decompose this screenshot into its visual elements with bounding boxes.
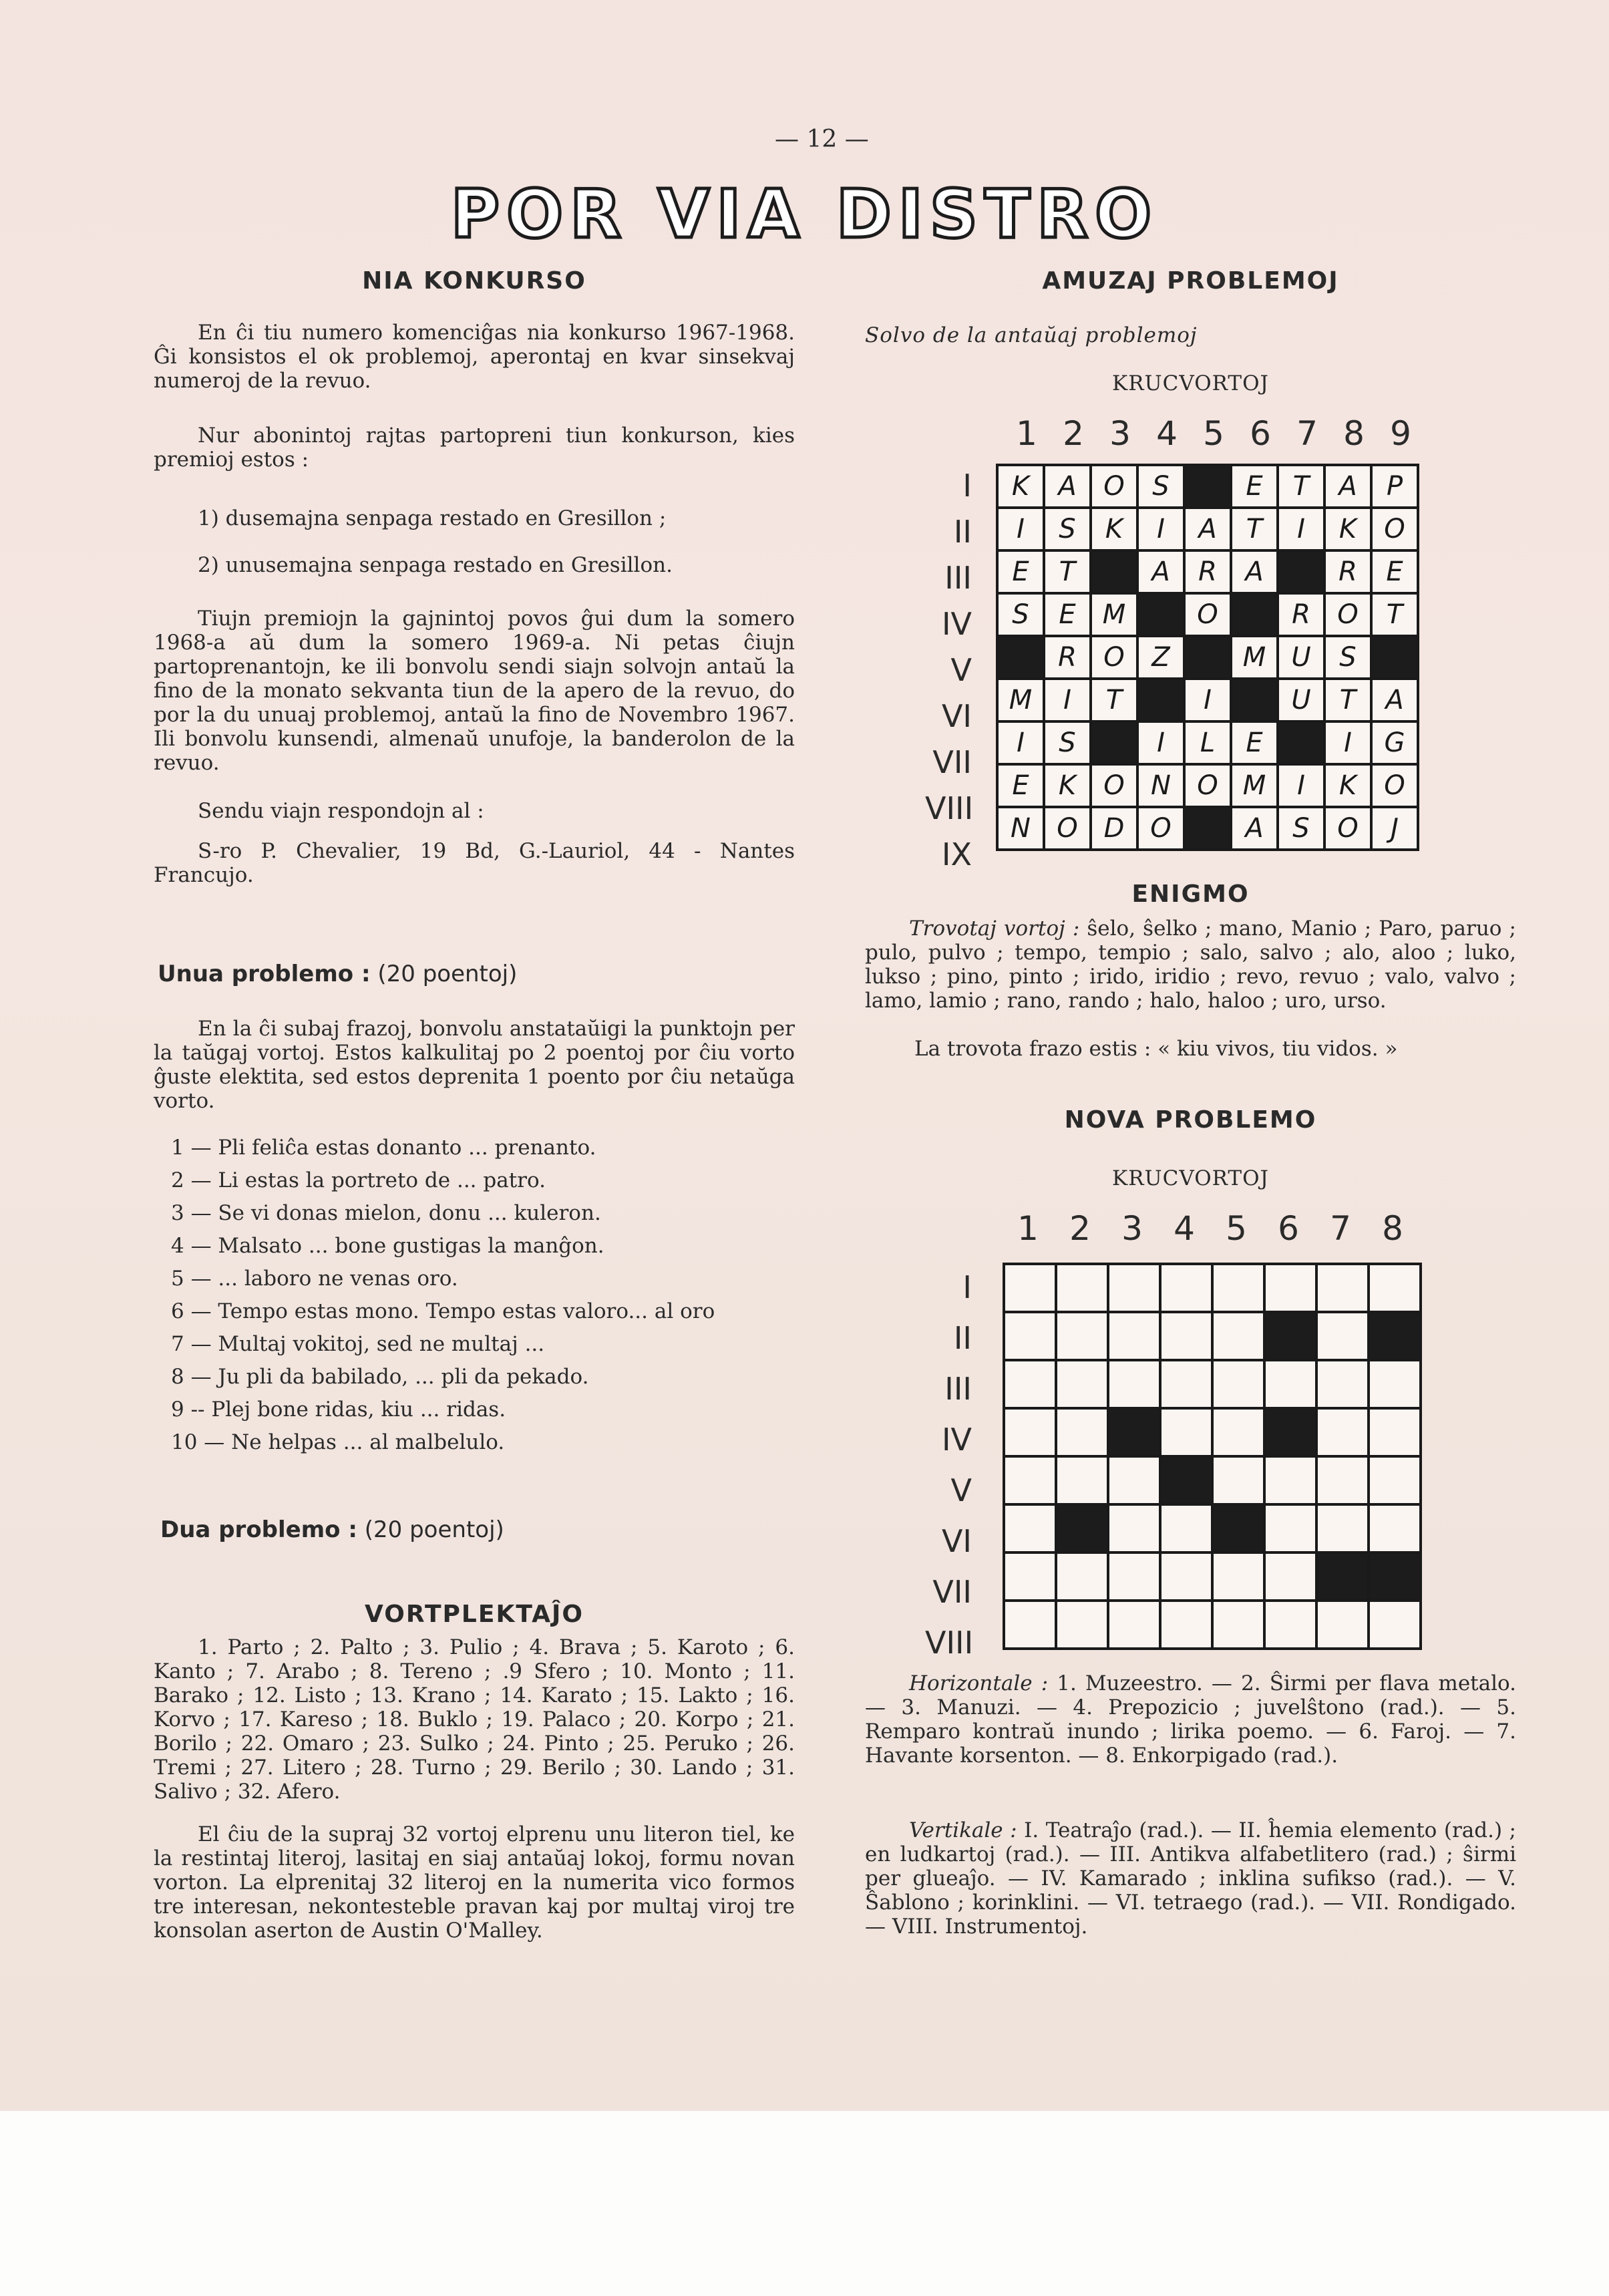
empty-cell[interactable] bbox=[1160, 1504, 1212, 1552]
black-cell bbox=[1264, 1408, 1316, 1456]
subscribers-paragraph: Nur abonintoj rajtas partopreni tiun konkurson, kies premioj estos : bbox=[154, 424, 795, 472]
crossword-solution-grid bbox=[996, 464, 1419, 851]
empty-cell[interactable] bbox=[1160, 1312, 1212, 1360]
letter-cell: S bbox=[1044, 721, 1091, 764]
column-number: 3 bbox=[1121, 1209, 1143, 1248]
row-number: VII bbox=[932, 744, 972, 780]
vortplektajo-heading: VORTPLEKTAĴO bbox=[365, 1601, 584, 1628]
grid-row bbox=[997, 636, 1418, 679]
empty-cell[interactable] bbox=[1160, 1552, 1212, 1601]
problem-1-text: En la ĉi subaj frazoj, bonvolu anstataŭigi la punktojn per la taŭgaj vortoj. Estos kalkulitaj po 2 poentoj por ĉiu vorto ĝuste elektita, sed estos deprenita 1 poento por ĉiu netaŭga vorto. bbox=[154, 1017, 795, 1113]
sentence-item: 10 — Ne helpas ... al malbelulo. bbox=[171, 1430, 505, 1454]
grid-row bbox=[1004, 1601, 1421, 1649]
letter-cell: I bbox=[1278, 764, 1324, 807]
black-cell bbox=[997, 636, 1044, 679]
column-number: 5 bbox=[1203, 414, 1224, 453]
row-number: VIII bbox=[925, 1625, 974, 1661]
row-number: VI bbox=[941, 1523, 972, 1559]
letter-cell: K bbox=[997, 465, 1044, 508]
empty-cell[interactable] bbox=[1004, 1360, 1056, 1408]
column-number: 4 bbox=[1174, 1209, 1195, 1248]
black-cell bbox=[1278, 550, 1324, 593]
empty-cell[interactable] bbox=[1212, 1360, 1264, 1408]
sentence-item: 9 -- Plej bone ridas, kiu ... ridas. bbox=[171, 1398, 506, 1422]
letter-cell: K bbox=[1324, 508, 1371, 550]
empty-cell[interactable] bbox=[1004, 1408, 1056, 1456]
black-cell bbox=[1184, 636, 1231, 679]
trovotaj-paragraph bbox=[865, 917, 1516, 1013]
empty-cell[interactable] bbox=[1056, 1601, 1108, 1649]
column-number: 6 bbox=[1250, 414, 1271, 453]
black-cell bbox=[1091, 550, 1137, 593]
letter-cell: O bbox=[1091, 636, 1137, 679]
grid-row bbox=[997, 508, 1418, 550]
letter-cell: R bbox=[1278, 593, 1324, 636]
empty-cell[interactable] bbox=[1160, 1601, 1212, 1649]
empty-cell[interactable] bbox=[1108, 1312, 1160, 1360]
black-cell bbox=[1371, 636, 1418, 679]
horizontale-text: 1. Muzeestro. — 2. Ŝirmi per flava metalo. — 3. Manuzi. — 4. Prepozicio ; juvelŝtono (rad.). — 5. Remparo kontraŭ inundo ; lirika poemo. — 6. Faroj. — 7. Havante korsenton. — 8. Enkorpigado (rad.). bbox=[865, 1671, 1516, 1768]
empty-cell[interactable] bbox=[1056, 1408, 1108, 1456]
sentence-item: 7 — Multaj vokitoj, sed ne multaj ... bbox=[171, 1332, 545, 1356]
empty-cell[interactable] bbox=[1056, 1312, 1108, 1360]
vertikale-paragraph bbox=[865, 1818, 1516, 1939]
column-number: 6 bbox=[1278, 1209, 1299, 1248]
row-number: IV bbox=[941, 1422, 972, 1458]
letter-cell: S bbox=[1324, 636, 1371, 679]
rules-paragraph: Tiujn premiojn la gajnintoj povos ĝui dum la somero 1968-a aŭ dum la somero 1969-a. Ni petas ĉiujn partoprenantojn, ke ili bonvolu sendi siajn solvojn antaŭ la fino de la monato sekvanta tiun de la apero de la revuo, do por la du unuaj problemoj, antaŭ la fino de Novembro 1967. Ili bonvolu kunsendi, almenaŭ unufoje, la banderolon de la revuo. bbox=[154, 607, 795, 775]
black-cell bbox=[1108, 1408, 1160, 1456]
problem-1-label: Unua problemo : bbox=[158, 961, 371, 987]
grid-row bbox=[997, 550, 1418, 593]
empty-cell[interactable] bbox=[1004, 1601, 1056, 1649]
empty-cell[interactable] bbox=[1108, 1504, 1160, 1552]
black-cell bbox=[1184, 807, 1231, 850]
letter-cell: G bbox=[1371, 721, 1418, 764]
letter-cell: O bbox=[1137, 807, 1184, 850]
empty-cell[interactable] bbox=[1212, 1264, 1264, 1312]
letter-cell: A bbox=[1184, 508, 1231, 550]
letter-cell: R bbox=[1044, 636, 1091, 679]
letter-cell: S bbox=[1137, 465, 1184, 508]
grid-row bbox=[1004, 1408, 1421, 1456]
empty-cell[interactable] bbox=[1108, 1601, 1160, 1649]
vortplektajo-list: 1. Parto ; 2. Palto ; 3. Pulio ; 4. Brava ; 5. Karoto ; 6. Kanto ; 7. Arabo ; 8. Tereno ; .9 Sfero ; 10. Monto ; 11. Barako ; 12. Listo ; 13. Krano ; 14. Karato ; 15. Lakto ; 16. Korvo ; 17. Kareso ; 18. Buklo ; 19. Palaco ; 20. Korpo ; 21. Borilo ; 22. Omaro ; 23. Sulko ; 24. Pinto ; 25. Peruko ; 26. Tremi ; 27. Litero ; 28. Turno ; 29. Berilo ; 30. Lando ; 31. Salivo ; 32. Afero. bbox=[154, 1635, 795, 1804]
letter-cell: I bbox=[1137, 508, 1184, 550]
letter-cell: O bbox=[1091, 764, 1137, 807]
krucvortoj-caption-2: KRUCVORTOJ bbox=[1112, 1166, 1269, 1190]
row-number: V bbox=[950, 1472, 972, 1508]
black-cell bbox=[1137, 679, 1184, 721]
grid-row bbox=[1004, 1264, 1421, 1312]
grid-row bbox=[1004, 1312, 1421, 1360]
letter-cell: O bbox=[1371, 764, 1418, 807]
letter-cell: O bbox=[1324, 807, 1371, 850]
letter-cell: M bbox=[1091, 593, 1137, 636]
letter-cell: O bbox=[1371, 508, 1418, 550]
empty-cell[interactable] bbox=[1316, 1360, 1369, 1408]
send-line: Sendu viajn respondojn al : bbox=[198, 799, 484, 823]
empty-cell[interactable] bbox=[1316, 1408, 1369, 1456]
amuzaj-problemoj-heading: AMUZAJ PROBLEMOJ bbox=[1042, 267, 1339, 295]
letter-cell: O bbox=[1184, 593, 1231, 636]
page-number: — 12 — bbox=[775, 126, 869, 153]
letter-cell: T bbox=[1324, 679, 1371, 721]
new-crossword-grid bbox=[1003, 1263, 1422, 1650]
row-number: I bbox=[962, 1269, 972, 1305]
prize-1: 1) dusemajna senpaga restado en Gresillon ; bbox=[198, 506, 667, 530]
empty-cell[interactable] bbox=[1212, 1601, 1264, 1649]
empty-cell[interactable] bbox=[1316, 1601, 1369, 1649]
column-number: 8 bbox=[1382, 1209, 1403, 1248]
enigmo-heading: ENIGMO bbox=[1131, 880, 1250, 908]
empty-cell[interactable] bbox=[1160, 1264, 1212, 1312]
grid-row bbox=[997, 764, 1418, 807]
letter-cell: N bbox=[1137, 764, 1184, 807]
empty-cell[interactable] bbox=[1056, 1360, 1108, 1408]
column-number: 5 bbox=[1226, 1209, 1247, 1248]
letter-cell: A bbox=[1044, 465, 1091, 508]
column-number: 1 bbox=[1017, 1209, 1039, 1248]
empty-cell[interactable] bbox=[1264, 1552, 1316, 1601]
letter-cell: E bbox=[1371, 550, 1418, 593]
letter-cell: R bbox=[1324, 550, 1371, 593]
letter-cell: A bbox=[1137, 550, 1184, 593]
letter-cell: U bbox=[1278, 636, 1324, 679]
column-number: 7 bbox=[1330, 1209, 1351, 1248]
letter-cell: K bbox=[1091, 508, 1137, 550]
sentence-item: 1 — Pli feliĉa estas donanto ... prenanto. bbox=[171, 1136, 596, 1160]
empty-cell[interactable] bbox=[1004, 1552, 1056, 1601]
empty-cell[interactable] bbox=[1160, 1408, 1212, 1456]
letter-cell: I bbox=[1137, 721, 1184, 764]
grid-row bbox=[1004, 1456, 1421, 1504]
letter-cell: T bbox=[1231, 508, 1278, 550]
problem-2-title bbox=[160, 1516, 504, 1543]
letter-cell: O bbox=[1091, 465, 1137, 508]
problem-1-title bbox=[158, 961, 517, 987]
letter-cell: M bbox=[1231, 764, 1278, 807]
left-column bbox=[154, 0, 795, 2071]
black-cell bbox=[1278, 721, 1324, 764]
grid-row bbox=[1004, 1360, 1421, 1408]
letter-cell: Z bbox=[1137, 636, 1184, 679]
black-cell bbox=[1316, 1552, 1369, 1601]
black-cell bbox=[1056, 1504, 1108, 1552]
letter-cell: I bbox=[1324, 721, 1371, 764]
empty-cell[interactable] bbox=[1108, 1456, 1160, 1504]
sentence-item: 3 — Se vi donas mielon, donu ... kuleron. bbox=[171, 1201, 601, 1225]
krucvortoj-caption-1: KRUCVORTOJ bbox=[1112, 371, 1269, 395]
grid-row bbox=[997, 807, 1418, 850]
letter-cell: S bbox=[1278, 807, 1324, 850]
empty-cell[interactable] bbox=[1264, 1264, 1316, 1312]
row-number: III bbox=[944, 1371, 972, 1407]
letter-cell: O bbox=[1184, 764, 1231, 807]
empty-cell[interactable] bbox=[1108, 1360, 1160, 1408]
horizontale-paragraph bbox=[865, 1671, 1516, 1768]
row-number: I bbox=[962, 468, 972, 504]
empty-cell[interactable] bbox=[1369, 1264, 1421, 1312]
trovotaj-text: ŝelo, ŝelko ; mano, Manio ; Paro, paruo ; pulo, pulvo ; tempo, tempio ; salo, salvo ; alo, aloo ; luko, lukso ; pino, pinto ; irido, iridio ; revo, revuo ; valo, valvo ; lamo, lamio ; rano, rando ; halo, haloo ; uro, urso. bbox=[865, 917, 1516, 1013]
empty-cell[interactable] bbox=[1264, 1360, 1316, 1408]
address-paragraph: S-ro P. Chevalier, 19 Bd, G.-Lauriol, 44 - Nantes Francujo. bbox=[154, 839, 795, 887]
sentence-item: 2 — Li estas la portreto de ... patro. bbox=[171, 1168, 546, 1192]
letter-cell: O bbox=[1044, 807, 1091, 850]
column-number: 3 bbox=[1109, 414, 1131, 453]
intro-paragraph: En ĉi tiu numero komenciĝas nia konkurso 1967-1968. Ĝi konsistos el ok problemoj, aperontaj en kvar sinsekvaj numeroj de la revuo. bbox=[154, 321, 795, 393]
letter-cell: O bbox=[1324, 593, 1371, 636]
row-number: VI bbox=[941, 698, 972, 734]
row-number: III bbox=[944, 560, 972, 596]
letter-cell: I bbox=[1184, 679, 1231, 721]
letter-cell: I bbox=[1278, 508, 1324, 550]
grid-row bbox=[1004, 1552, 1421, 1601]
letter-cell: P bbox=[1371, 465, 1418, 508]
letter-cell: T bbox=[1278, 465, 1324, 508]
row-number: IV bbox=[941, 606, 972, 642]
empty-cell[interactable] bbox=[1212, 1408, 1264, 1456]
page-title: POR VIA DISTRO bbox=[450, 175, 1159, 253]
grid-row bbox=[997, 721, 1418, 764]
letter-cell: D bbox=[1091, 807, 1137, 850]
nova-problemo-heading: NOVA PROBLEMO bbox=[1064, 1106, 1317, 1134]
vortplektajo-instructions: El ĉiu de la supraj 32 vortoj elprenu unu literon tiel, ke la restintaj literoj, lasitaj en siaj antaŭaj lokoj, formu novan vorton. La elprenitaj 32 literoj en la numerita vico formos tre interesan, nekontesteble pravan kaj por multaj viroj tre konsolan aserton de Austin O'Malley. bbox=[154, 1822, 795, 1943]
letter-cell: L bbox=[1184, 721, 1231, 764]
solvo-caption: Solvo de la antaŭaj problemoj bbox=[865, 323, 1198, 347]
empty-cell[interactable] bbox=[1369, 1408, 1421, 1456]
grid-row bbox=[997, 679, 1418, 721]
letter-cell: M bbox=[1231, 636, 1278, 679]
trovotaj-label: Trovotaj vortoj : bbox=[909, 917, 1080, 941]
letter-cell: K bbox=[1044, 764, 1091, 807]
empty-cell[interactable] bbox=[1264, 1504, 1316, 1552]
grid-row bbox=[997, 465, 1418, 508]
letter-cell: N bbox=[997, 807, 1044, 850]
black-cell bbox=[1212, 1504, 1264, 1552]
letter-cell: J bbox=[1371, 807, 1418, 850]
letter-cell: S bbox=[1044, 508, 1091, 550]
letter-cell: T bbox=[1371, 593, 1418, 636]
letter-cell: E bbox=[997, 764, 1044, 807]
letter-cell: A bbox=[1231, 807, 1278, 850]
black-cell bbox=[1369, 1552, 1421, 1601]
letter-cell: U bbox=[1278, 679, 1324, 721]
row-number: VIII bbox=[925, 790, 974, 826]
sentence-item: 4 — Malsato ... bone gustigas la manĝon. bbox=[171, 1234, 604, 1258]
letter-cell: I bbox=[997, 721, 1044, 764]
grid-row bbox=[1004, 1504, 1421, 1552]
empty-cell[interactable] bbox=[1004, 1312, 1056, 1360]
empty-cell[interactable] bbox=[1108, 1552, 1160, 1601]
letter-cell: A bbox=[1231, 550, 1278, 593]
black-cell bbox=[1137, 593, 1184, 636]
letter-cell: E bbox=[1044, 593, 1091, 636]
column-number: 1 bbox=[1016, 414, 1037, 453]
letter-cell: E bbox=[1231, 721, 1278, 764]
row-number: V bbox=[950, 652, 972, 688]
trovota-frazo: La trovota frazo estis : « kiu vivos, tiu vidos. » bbox=[914, 1037, 1398, 1061]
letter-cell: E bbox=[997, 550, 1044, 593]
row-number: IX bbox=[941, 836, 972, 872]
letter-cell: T bbox=[1091, 679, 1137, 721]
empty-cell[interactable] bbox=[1212, 1456, 1264, 1504]
empty-cell[interactable] bbox=[1212, 1552, 1264, 1601]
empty-cell[interactable] bbox=[1369, 1504, 1421, 1552]
column-number: 2 bbox=[1069, 1209, 1091, 1248]
black-cell bbox=[1369, 1312, 1421, 1360]
sentence-item: 8 — Ju pli da babilado, ... pli da pekado. bbox=[171, 1365, 589, 1389]
nia-konkurso-heading: NIA KONKURSO bbox=[362, 267, 586, 295]
black-cell bbox=[1231, 679, 1278, 721]
letter-cell: S bbox=[997, 593, 1044, 636]
empty-cell[interactable] bbox=[1004, 1504, 1056, 1552]
letter-cell: M bbox=[997, 679, 1044, 721]
sentence-item: 5 — ... laboro ne venas oro. bbox=[171, 1267, 458, 1291]
empty-cell[interactable] bbox=[1316, 1312, 1369, 1360]
empty-cell[interactable] bbox=[1004, 1456, 1056, 1504]
black-cell bbox=[1091, 721, 1137, 764]
letter-cell: A bbox=[1371, 679, 1418, 721]
empty-cell[interactable] bbox=[1108, 1264, 1160, 1312]
row-number: II bbox=[953, 1320, 972, 1356]
column-number: 2 bbox=[1063, 414, 1084, 453]
problem-2-points: (20 poentoj) bbox=[364, 1516, 504, 1543]
empty-cell[interactable] bbox=[1369, 1601, 1421, 1649]
empty-cell[interactable] bbox=[1056, 1552, 1108, 1601]
column-number: 9 bbox=[1390, 414, 1411, 453]
column-number: 4 bbox=[1156, 414, 1178, 453]
empty-cell[interactable] bbox=[1316, 1456, 1369, 1504]
letter-cell: R bbox=[1184, 550, 1231, 593]
scan-margin bbox=[0, 2111, 1609, 2296]
empty-cell[interactable] bbox=[1160, 1360, 1212, 1408]
grid-row bbox=[997, 593, 1418, 636]
empty-cell[interactable] bbox=[1264, 1456, 1316, 1504]
vertikale-text: I. Teatraĵo (rad.). — II. ĥemia elemento (rad.) ; en ludkartoj (rad.). — III. Antikva alfabetlitero (rad.) ; ŝirmi per glueaĵo. — IV. Kamarado ; inklina sufikso (rad.). — V. Ŝablono ; korinklini. — VI. tetraego (rad.). — VII. Rondigado. — VIII. Instrumentoj. bbox=[865, 1818, 1516, 1939]
prize-2: 2) unusemajna senpaga restado en Gresillon. bbox=[198, 553, 673, 577]
empty-cell[interactable] bbox=[1369, 1456, 1421, 1504]
letter-cell: I bbox=[1044, 679, 1091, 721]
problem-2-label: Dua problemo : bbox=[160, 1516, 357, 1543]
row-number: VII bbox=[932, 1574, 972, 1610]
empty-cell[interactable] bbox=[1369, 1360, 1421, 1408]
letter-cell: A bbox=[1324, 465, 1371, 508]
black-cell bbox=[1160, 1456, 1212, 1504]
right-column bbox=[865, 0, 1516, 2071]
letter-cell: E bbox=[1231, 465, 1278, 508]
empty-cell[interactable] bbox=[1004, 1264, 1056, 1312]
sentence-item: 6 — Tempo estas mono. Tempo estas valoro... al oro bbox=[171, 1299, 715, 1323]
vertikale-label: Vertikale : bbox=[909, 1818, 1017, 1842]
letter-cell: I bbox=[997, 508, 1044, 550]
empty-cell[interactable] bbox=[1316, 1504, 1369, 1552]
empty-cell[interactable] bbox=[1056, 1456, 1108, 1504]
letter-cell: T bbox=[1044, 550, 1091, 593]
empty-cell[interactable] bbox=[1212, 1312, 1264, 1360]
black-cell bbox=[1231, 593, 1278, 636]
column-number: 8 bbox=[1343, 414, 1365, 453]
empty-cell[interactable] bbox=[1264, 1601, 1316, 1649]
empty-cell[interactable] bbox=[1056, 1264, 1108, 1312]
black-cell bbox=[1264, 1312, 1316, 1360]
empty-cell[interactable] bbox=[1316, 1264, 1369, 1312]
problem-1-points: (20 poentoj) bbox=[377, 961, 518, 987]
black-cell bbox=[1184, 465, 1231, 508]
letter-cell: K bbox=[1324, 764, 1371, 807]
horizontale-label: Horizontale : bbox=[909, 1671, 1049, 1695]
column-number: 7 bbox=[1296, 414, 1318, 453]
row-number: II bbox=[953, 514, 972, 550]
